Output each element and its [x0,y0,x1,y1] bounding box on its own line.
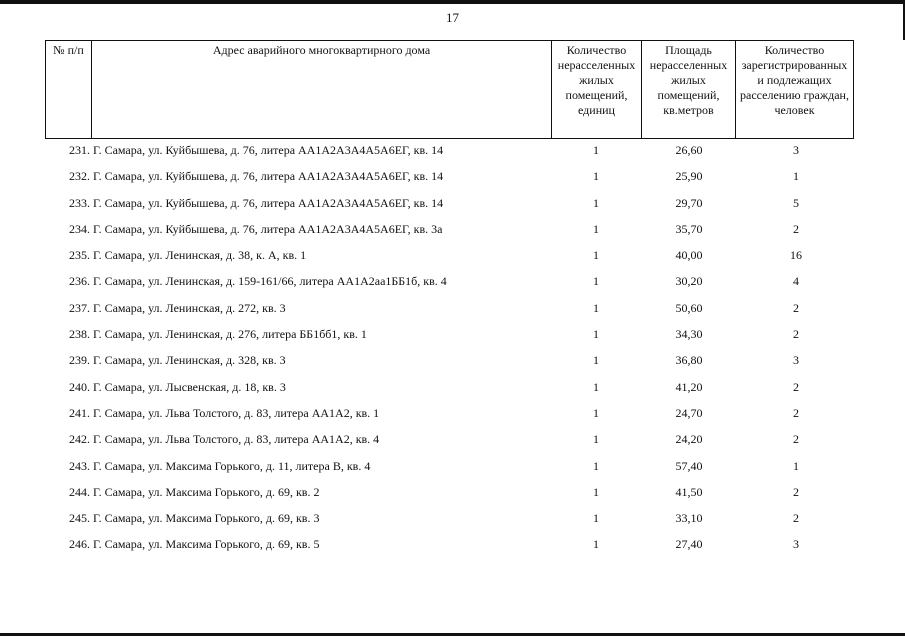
row-number: 236. [69,274,90,289]
row-area: 26,60 [675,143,703,157]
row-number: 245. [69,511,90,526]
row-people: 2 [793,405,799,420]
table-row [45,505,855,531]
row-address: Г. Самара, ул. Куйбышева, д. 76, литера АА1А2А3А4А5А6ЕГ, кв. 14 [93,195,444,210]
row-number: 233. [69,195,90,210]
row-number: 240. [69,379,90,394]
row-people: 16 [790,248,802,263]
row-area: 34,30 [675,327,703,342]
row-area: 27,40 [675,537,703,552]
row-area: 24,20 [675,432,703,447]
row-people: 2 [793,511,799,526]
header-address: Адрес аварийного многоквартирного дома [92,41,552,139]
row-number: 246. [69,537,90,552]
row-area: 41,50 [675,484,703,499]
row-number: 238. [69,327,90,342]
row-address: Г. Самара, ул. Куйбышева, д. 76, литера АА1А2А3А4А5А6ЕГ, кв. 3а [93,221,443,236]
table-row [45,137,855,163]
row-address: Г. Самара, ул. Лысвенская, д. 18, кв. 3 [93,379,286,394]
row-people: 2 [793,327,799,342]
table-row [45,163,855,189]
row-people: 4 [793,274,799,289]
table-row [45,190,855,216]
row-number: 235. [69,248,90,263]
row-area: 40,00 [675,248,703,263]
header-row [46,41,854,139]
row-address: Г. Самара, ул. Льва Толстого, д. 83, литера АА1А2, кв. 1 [93,405,380,420]
row-units: 1 [593,195,599,210]
table-row [45,321,855,347]
row-people: 3 [793,537,799,552]
page-number: 17 [446,10,459,25]
table-row [45,216,855,242]
row-units: 1 [593,143,599,157]
row-people: 3 [793,353,799,368]
row-units: 1 [593,537,599,552]
row-address: Г. Самара, ул. Куйбышева, д. 76, литера АА1А2А3А4А5А6ЕГ, кв. 14 [93,143,444,157]
row-address: Г. Самара, ул. Ленинская, д. 328, кв. 3 [93,353,286,368]
table-row [45,374,855,400]
row-units: 1 [593,432,599,447]
row-units: 1 [593,274,599,289]
row-address: Г. Самара, ул. Куйбышева, д. 76, литера АА1А2А3А4А5А6ЕГ, кв. 14 [93,169,444,184]
table-header [45,40,854,139]
row-units: 1 [593,353,599,368]
table-row [45,453,855,479]
header-people: Количество зарегистрированных и подлежащих расселению граждан, человек [736,41,854,139]
row-area: 29,70 [675,195,703,210]
header-num: № п/п [46,41,92,139]
row-area: 50,60 [675,300,703,315]
row-address: Г. Самара, ул. Льва Толстого, д. 83, литера АА1А2, кв. 4 [93,432,380,447]
table-row [45,268,855,294]
row-number: 237. [69,300,90,315]
row-area: 41,20 [675,379,703,394]
row-area: 24,70 [675,405,703,420]
row-people: 2 [793,379,799,394]
row-number: 244. [69,484,90,499]
row-units: 1 [593,300,599,315]
row-units: 1 [593,511,599,526]
row-units: 1 [593,248,599,263]
row-address: Г. Самара, ул. Максима Горького, д. 69, кв. 2 [93,484,320,499]
row-people: 2 [793,484,799,499]
row-area: 36,80 [675,353,703,368]
row-area: 35,70 [675,221,703,236]
row-address: Г. Самара, ул. Максима Горького, д. 69, кв. 5 [93,537,320,552]
header-units: Количество нерасселенных жилых помещений, единиц [552,41,642,139]
row-number: 243. [69,458,90,473]
header-area: Площадь нерасселенных жилых помещений, кв.метров [642,41,736,139]
row-units: 1 [593,221,599,236]
row-address: Г. Самара, ул. Ленинская, д. 272, кв. 3 [93,300,286,315]
top-border-line [0,0,905,4]
bottom-border-line [0,633,905,636]
table-row [45,400,855,426]
row-units: 1 [593,405,599,420]
row-units: 1 [593,379,599,394]
table-row [45,295,855,321]
row-people: 5 [793,195,799,210]
row-units: 1 [593,327,599,342]
row-people: 1 [793,169,799,184]
row-area: 33,10 [675,511,703,526]
row-area: 30,20 [675,274,703,289]
row-number: 232. [69,169,90,184]
table-row [45,242,855,268]
row-address: Г. Самара, ул. Ленинская, д. 159-161/66, литера АА1А2аа1ББ1б, кв. 4 [93,274,447,289]
table-row [45,426,855,452]
row-address: Г. Самара, ул. Ленинская, д. 276, литера ББ1бб1, кв. 1 [93,327,367,342]
row-number: 239. [69,353,90,368]
row-area: 57,40 [675,458,703,473]
row-number: 231. [69,143,90,157]
row-people: 3 [793,143,799,157]
row-number: 242. [69,432,90,447]
row-units: 1 [593,458,599,473]
table-row [45,347,855,373]
row-area: 25,90 [675,169,703,184]
row-address: Г. Самара, ул. Ленинская, д. 38, к. А, кв. 1 [93,248,307,263]
row-people: 2 [793,432,799,447]
table-row [45,531,855,557]
row-people: 2 [793,221,799,236]
row-units: 1 [593,169,599,184]
row-address: Г. Самара, ул. Максима Горького, д. 69, кв. 3 [93,511,320,526]
row-units: 1 [593,484,599,499]
row-number: 241. [69,405,90,420]
row-people: 1 [793,458,799,473]
table-body [45,137,855,558]
row-address: Г. Самара, ул. Максима Горького, д. 11, литера В, кв. 4 [93,458,371,473]
row-people: 2 [793,300,799,315]
row-number: 234. [69,221,90,236]
table-row [45,479,855,505]
